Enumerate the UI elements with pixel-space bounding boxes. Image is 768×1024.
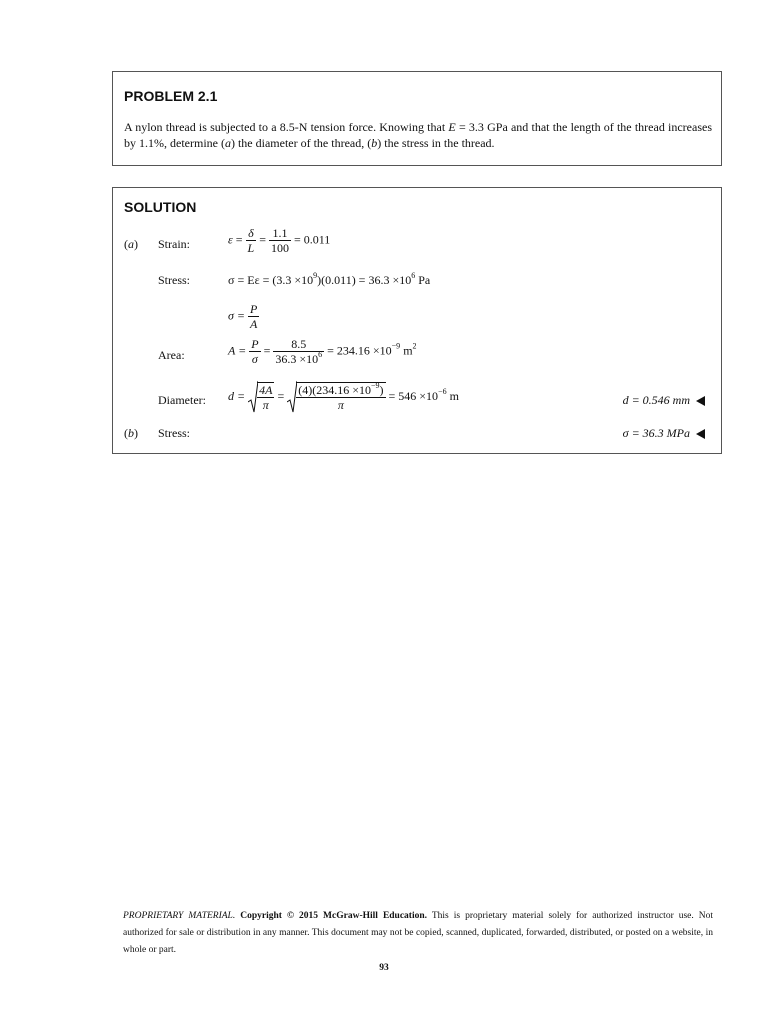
diameter-answer-text: d = 0.546 mm [622,393,690,407]
diameter-fraction-2 [296,382,385,412]
frac-num: 4A [259,383,273,397]
problem-text-2: = 3.3 GPa and that the length of the thread increases by 1.1%, determine ( [124,120,712,150]
frac-den-base: 36.3 ×10 [275,352,319,366]
stress-b-label: Stress: [158,426,191,440]
frac-num: δ [246,226,257,241]
frac-den: σ [251,352,258,366]
area-lhs: A = [228,343,247,358]
strain-fraction-1 [246,226,257,255]
problem-part-b: b [371,136,378,150]
area-equation: A = $\frac{P}{\sigma}$ = $\frac{8.5}{36.3 \times 10^6}$ = $234.16 \times 10^{-9}$ $m^2$ [228,337,417,366]
problem-part-a: a [224,136,231,150]
frac-den: 100 [270,241,289,255]
strain-result: = 0.011 [293,232,331,247]
answer-marker-icon [696,396,705,406]
frac-den-exp: 6 [318,350,323,359]
frac-num-exp: −9 [371,381,380,390]
stress-label: Stress: [158,273,191,287]
problem-heading: PROBLEM 2.1 [124,88,218,104]
frac-num [296,383,385,398]
area-result-unit: m [400,343,413,358]
diameter-result-base: = 546 ×10 [388,388,439,403]
diameter-fraction-1 [257,382,274,412]
area-fraction-2 [273,337,324,366]
area-result-exp: −9 [391,341,401,351]
stress-definition [228,302,259,331]
strain-fraction-2 [269,226,291,255]
area-unit-exp: 2 [412,341,417,351]
part-b-letter: b [128,426,134,440]
frac-den [273,352,324,366]
diameter-equation: d = $\frac{4A}{\pi}$ = $\frac{(4)(234.16 \times 10^{-9})}{\pi}$ = $546 \times 10^{-6}$ m [228,381,459,412]
stress-expr-2: )(0.011) = 36.3 ×10 [317,273,412,287]
stress-exp-1: 9 [313,271,318,280]
solution-box [112,187,722,454]
frac-num: 1.1 [269,226,291,241]
stress-answer-text: σ = 36.3 MPa [622,426,690,440]
problem-box [112,71,722,166]
strain-label: Strain: [158,237,190,251]
diameter-result-exp: −6 [438,386,447,396]
diameter-label: Diameter: [158,393,206,407]
stress-exp-2: 6 [411,271,416,280]
diameter-result-unit: m [446,388,459,403]
frac-den: L [247,241,255,255]
frac-num: 8.5 [273,337,324,352]
problem-text-4: ) the stress in the thread. [377,136,495,150]
copyright-footer [123,908,713,959]
diameter-answer [623,393,705,408]
footer-lead: PROPRIETARY MATERIAL. [123,911,236,921]
part-a-letter: a [128,237,134,251]
frac-num: P [250,302,258,316]
part-a-label: (a) [124,237,138,251]
area-label: Area: [158,348,185,362]
answer-marker-icon [696,429,705,439]
part-b-label: (b) [124,426,138,440]
page-number: 93 [379,963,389,973]
frac-den: π [262,398,269,412]
solution-heading: SOLUTION [124,199,197,215]
frac-num-end: ) [379,383,384,397]
stress-answer [623,426,705,441]
stress-equation [228,273,430,288]
area-fraction-1 [249,337,260,366]
problem-var-E: E [448,120,456,134]
area-result-base: = 234.16 ×10 [327,343,392,358]
frac-den: π [337,398,344,412]
stress-expr-1: σ = Eε = (3.3 ×10 [228,273,314,287]
problem-text-1: A nylon thread is subjected to a 8.5-N tension force. Knowing that [124,120,449,134]
frac-den: A [250,317,258,331]
stress-unit: Pa [415,273,431,287]
footer-text: This is proprietary material solely for authorized instructor use. Not authorized for sale or distribution in any manner. This document may not be copied, scanned, duplicated, forwarded, distributed, or posted on a website, in whole or part. [123,911,714,955]
stress-def-fraction [248,302,259,331]
frac-num: P [251,337,259,351]
stress-def-lhs: σ = [228,308,246,323]
strain-equation: ε = $\frac{\delta}{L}$ = $\frac{1.1}{100}$ = 0.011 [228,226,331,255]
problem-text-3: ) the diameter of the thread, ( [230,136,372,150]
problem-statement [124,119,712,151]
strain-lhs: ε [228,232,233,247]
frac-num-base: (4)(234.16 ×10 [298,383,371,397]
diameter-lhs: d = [228,388,246,403]
footer-copyright: Copyright © 2015 McGraw-Hill Education. [240,911,428,921]
